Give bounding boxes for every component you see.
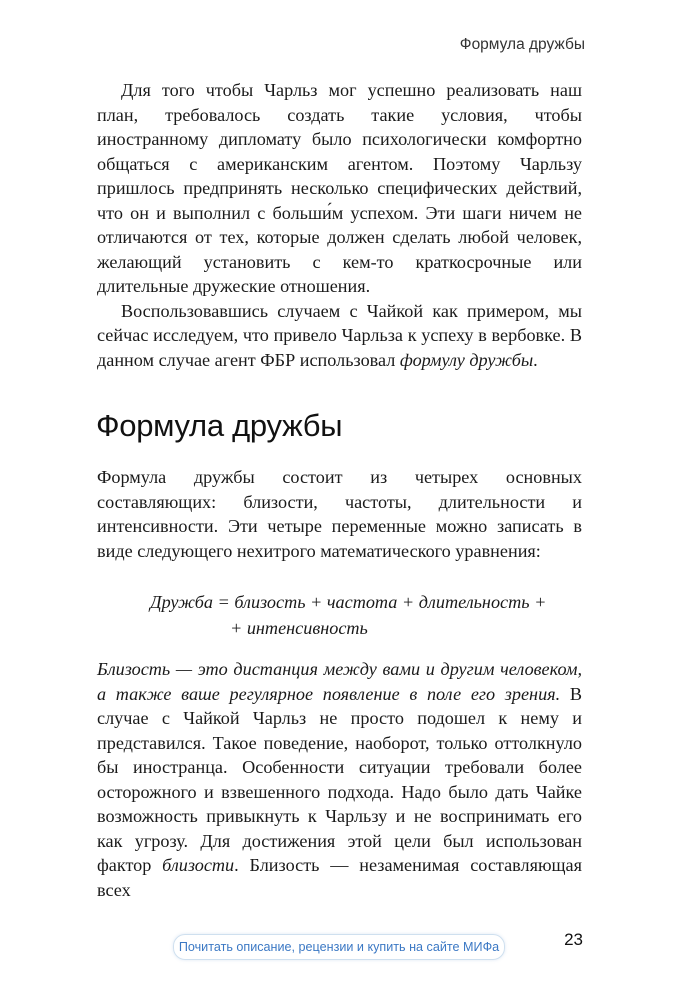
italic-term: близости (162, 855, 235, 875)
text-run: В случае с Чайкой Чарльз не просто подошел к нему и представился. Такое поведение, наоборот, только оттолкнуло бы иностранца. Особенности ситуации требовали более осторожного и взвешенного подхода. Надо было дать Чайке возможность привыкнуть к Чарльзу и не воспринимать его как угрозу. Для достижения этой цели был использован фактор (97, 683, 582, 875)
paragraph (97, 299, 582, 373)
formula-line-1: Дружба = близость + частота + длительность + (150, 592, 547, 612)
text-run: Воспользовавшись случаем с Чайкой как примером, мы сейчас исследуем, что привело Чарльза к успеху в вербовке. В данном случае агент ФБР использовал (97, 300, 582, 370)
text-run: . (533, 349, 538, 370)
paragraph (97, 657, 582, 902)
paragraph: Для того чтобы Чарльз мог успешно реализовать наш план, требовалось создать такие условия, чтобы иностранному дипломату было психологически комфортно общаться с американским агентом. Поэтому Чарльзу пришлось предпринять несколько специфических действий, что он и выполнил с больши́м успехом. Эти шаги ничем не отличаются от тех, которые должен сделать любой человек, желающий установить с кем-то краткосрочные или длительные дружеские отношения. (97, 80, 582, 296)
italic-term: формулу дружбы (399, 349, 534, 370)
formula-line-2: + интенсивность (230, 618, 368, 638)
text-run: . Близость — незаменимая составляющая всех (97, 855, 582, 900)
section-heading: Формула дружбы (96, 408, 343, 443)
formula-intro (97, 465, 582, 563)
italic-definition: Близость — это дистанция между вами и другим человеком, а также ваше регулярное появление в поле его зрения. (97, 659, 582, 704)
running-head: Формула дружбы (459, 36, 585, 53)
proximity-text (97, 657, 582, 902)
paragraph: Формула дружбы состоит из четырех основных составляющих: близости, частоты, длительности и интенсивности. Эти четыре переменные можно записать в виде следующего нехитрого математического уравнения: (97, 467, 582, 561)
page-number: 23 (564, 930, 583, 949)
intro-text (97, 78, 582, 372)
promo-link[interactable]: Почитать описание, рецензии и купить на сайте МИФа (173, 934, 505, 960)
